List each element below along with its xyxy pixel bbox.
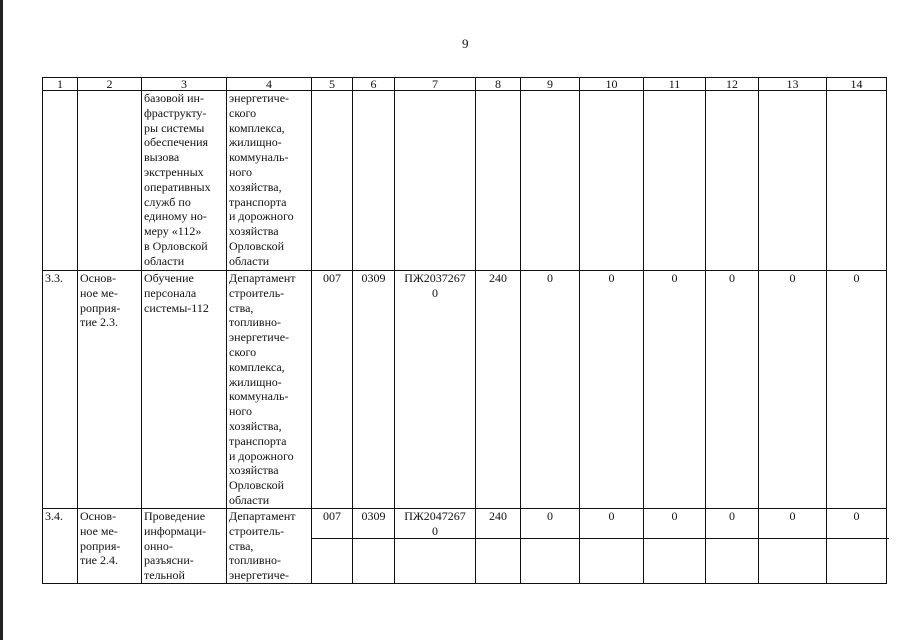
cell-empty [521,91,580,271]
header-cell: 8 [476,78,521,91]
page-number: 9 [462,36,469,51]
cell-col10: 0 [580,271,644,509]
cell-col5: 007 [312,509,353,584]
header-row [43,78,887,91]
header-cell: 3 [142,78,227,91]
page-edge [0,0,3,640]
header-cell: 1 [43,78,78,91]
header-cell: 10 [580,78,644,91]
cell-empty [353,91,395,271]
cell-col13: 0 [759,509,827,584]
cell-empty [644,91,706,271]
cell-col5: 007 [312,271,353,509]
cell-col13: 0 [759,271,827,509]
cell-empty [43,91,78,271]
cell-empty [759,91,827,271]
header-cell: 11 [644,78,706,91]
cell-row-number: 3.4. [43,509,78,584]
table-row [43,509,887,584]
cell-empty [580,91,644,271]
cell-col11: 0 [644,509,706,584]
cell-activity-type: Основ- ное ме- роприя- тие 2.4. [78,509,142,584]
cell-col12: 0 [706,271,759,509]
header-cell: 6 [353,78,395,91]
cell-col6: 0309 [353,509,395,584]
cell-col7: ПЖ2037267 0 [395,271,476,509]
row-split-line [312,538,889,539]
header-cell: 12 [706,78,759,91]
cell-empty [78,91,142,271]
cell-col9: 0 [521,509,580,584]
header-cell: 13 [759,78,827,91]
cell-empty [395,91,476,271]
cell-activity-name: Обучение персонала системы-112 [142,271,227,509]
cell-col11: 0 [644,271,706,509]
cell-executor: Департамент строитель- ства, топливно- энергетиче- [227,509,312,584]
cell-col12: 0 [706,509,759,584]
cell-col9: 0 [521,271,580,509]
table-row [43,271,887,509]
cell-col8: 240 [476,509,521,584]
cell-empty [312,91,353,271]
header-cell: 4 [227,78,312,91]
cell-row-number: 3.3. [43,271,78,509]
cell-empty [476,91,521,271]
cell-activity-name: Проведение информаци- онно- разъясни- тельной [142,509,227,584]
cell-col7: ПЖ2047267 0 [395,509,476,584]
cell-executor-continued: энергетиче- ского комплекса, жилищно- коммуналь- ного хозяйства, транспорта и дорожного хозяйства Орловской области [227,91,312,271]
cell-executor: Департамент строитель- ства, топливно- энергетиче- ского комплекса, жилищно- коммуналь- ного хозяйства, транспорта и дорожного хозяйства Орловской области [227,271,312,509]
cell-col10: 0 [580,509,644,584]
cell-col14: 0 [827,509,887,584]
cell-activity-type: Основ- ное ме- роприя- тие 2.3. [78,271,142,509]
header-cell: 2 [78,78,142,91]
table-row [43,91,887,271]
header-cell: 5 [312,78,353,91]
cell-col6: 0309 [353,271,395,509]
cell-name-continued: базовой ин- фраструкту- ры системы обеспечения вызова экстренных оперативных служб по единому но- меру «112» в Орловской области [142,91,227,271]
budget-table [42,77,887,584]
header-cell: 7 [395,78,476,91]
cell-col14: 0 [827,271,887,509]
cell-empty [827,91,887,271]
header-cell: 14 [827,78,887,91]
cell-empty [706,91,759,271]
cell-col8: 240 [476,271,521,509]
header-cell: 9 [521,78,580,91]
